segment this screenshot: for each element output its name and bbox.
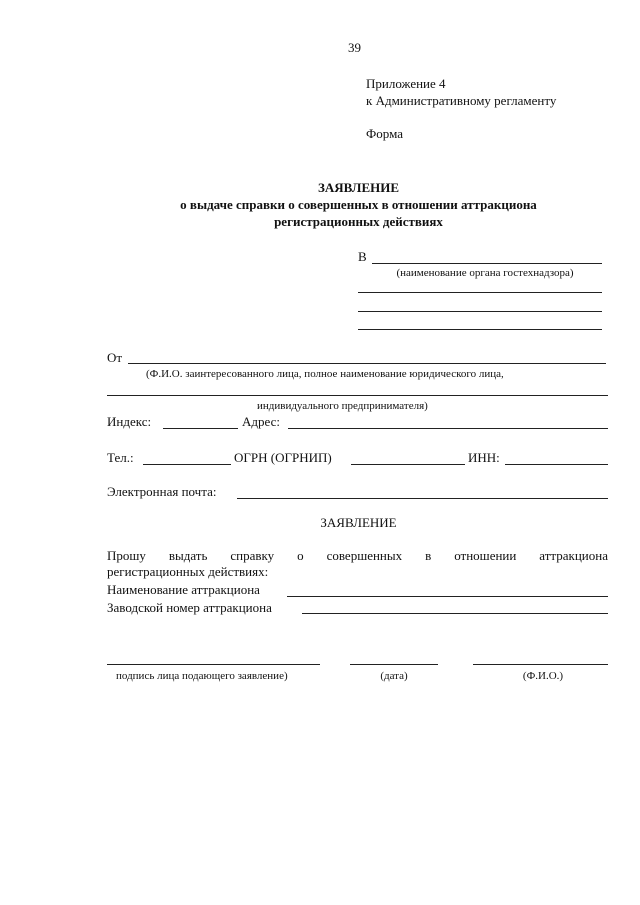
index-label: Индекс: bbox=[107, 414, 152, 429]
ogrn-label: ОГРН (ОГРНИП) bbox=[234, 450, 332, 465]
phone-label: Тел.: bbox=[107, 450, 134, 465]
document-title: ЗАЯВЛЕНИЕ bbox=[317, 180, 400, 195]
addressee-field[interactable] bbox=[372, 263, 602, 264]
form-label: Форма bbox=[366, 126, 403, 141]
addressee-line-3[interactable] bbox=[358, 311, 602, 312]
serial-number-field[interactable] bbox=[302, 613, 608, 614]
email-label: Электронная почта: bbox=[107, 484, 217, 499]
from-label: От bbox=[107, 350, 123, 365]
page-number: 39 bbox=[348, 40, 361, 55]
address-field[interactable] bbox=[288, 428, 608, 429]
appendix-reference: к Административному регламенту bbox=[366, 93, 557, 108]
attraction-name-field[interactable] bbox=[287, 596, 608, 597]
phone-field[interactable] bbox=[143, 464, 231, 465]
index-field[interactable] bbox=[163, 428, 238, 429]
email-field[interactable] bbox=[237, 498, 608, 499]
signature-hint: подпись лица подающего заявление) bbox=[116, 670, 288, 682]
document-subtitle-line2: регистрационных действиях bbox=[274, 214, 443, 229]
inn-field[interactable] bbox=[505, 464, 608, 465]
signature-field[interactable] bbox=[107, 664, 320, 665]
addressee-hint: (наименование органа гостехнадзора) bbox=[396, 267, 574, 279]
serial-number-label: Заводской номер аттракциона bbox=[107, 600, 272, 615]
addressee-line-2[interactable] bbox=[358, 292, 602, 293]
date-field[interactable] bbox=[350, 664, 438, 665]
addressee-line-4[interactable] bbox=[358, 329, 602, 330]
address-label: Адрес: bbox=[242, 414, 280, 429]
fio-field[interactable] bbox=[473, 664, 608, 665]
applicant-hint-1: (Ф.И.О. заинтересованного лица, полное наименование юридического лица, bbox=[146, 368, 504, 380]
applicant-name-field[interactable] bbox=[128, 363, 606, 364]
ogrn-field[interactable] bbox=[351, 464, 465, 465]
attraction-name-label: Наименование аттракциона bbox=[107, 582, 260, 597]
request-text-line2: регистрационных действиях: bbox=[107, 564, 269, 579]
request-text-line1: Прошу выдать справку о совершенных в отношении аттракциона bbox=[107, 548, 608, 563]
applicant-hint-2: индивидуального предпринимателя) bbox=[257, 400, 428, 412]
date-hint: (дата) bbox=[380, 670, 408, 682]
applicant-name-field-2[interactable] bbox=[107, 395, 608, 396]
addressee-prefix: В bbox=[358, 249, 367, 264]
fio-hint: (Ф.И.О.) bbox=[522, 670, 564, 682]
appendix-number: Приложение 4 bbox=[366, 76, 446, 91]
inn-label: ИНН: bbox=[468, 450, 500, 465]
document-subtitle-line1: о выдаче справки о совершенных в отношении аттракциона bbox=[180, 197, 537, 212]
body-title: ЗАЯВЛЕНИЕ bbox=[320, 515, 397, 530]
